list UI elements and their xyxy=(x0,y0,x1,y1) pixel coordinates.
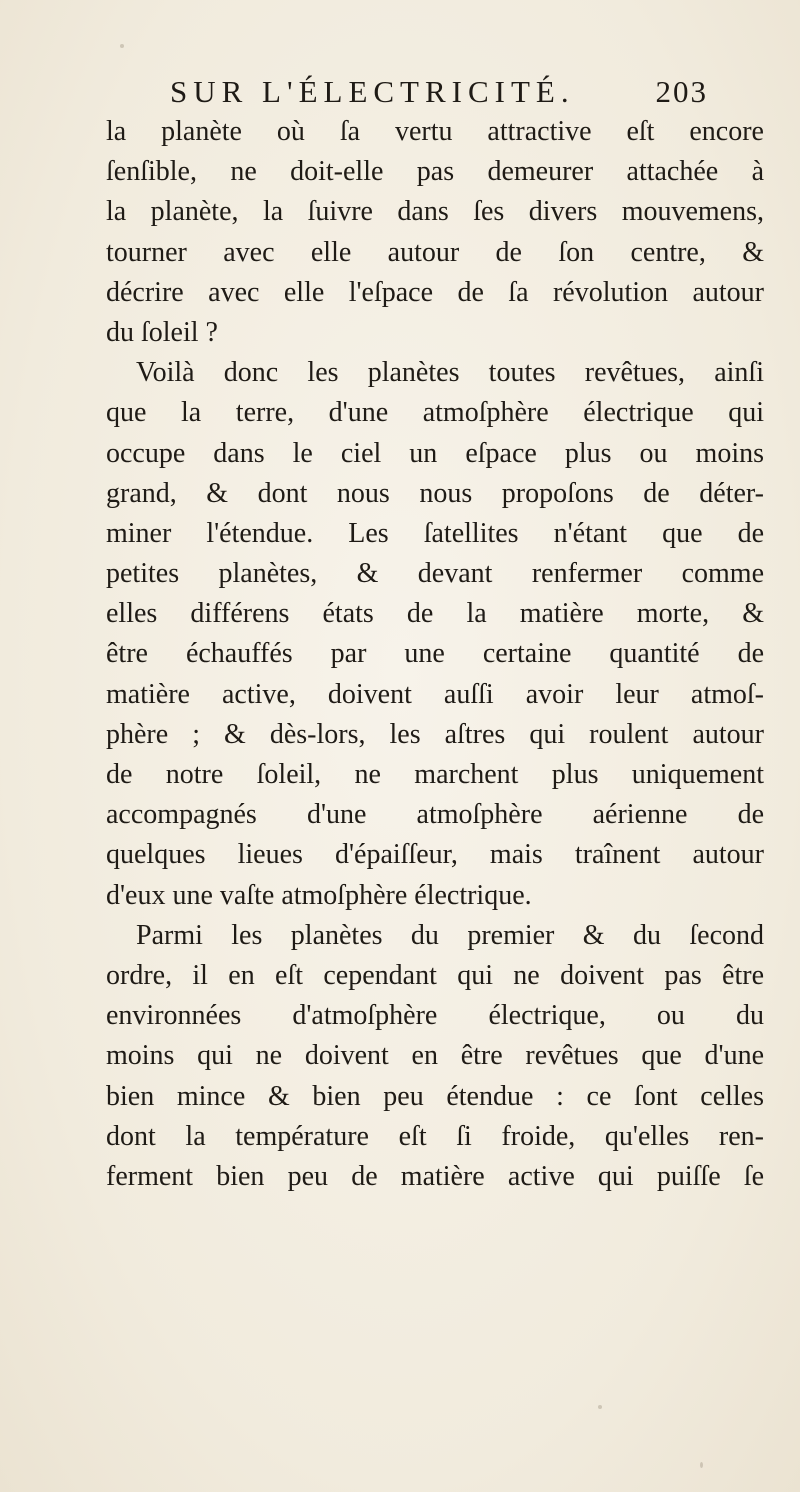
text-line: grand, & dont nous nous propoſons de déter- xyxy=(106,477,764,509)
text-line: moins qui ne doivent en être revêtues que d'une xyxy=(106,1040,764,1072)
text-line: dont la température eſt ſi froide, qu'elles ren- xyxy=(106,1120,764,1152)
text-line: elles différens états de la matière morte, & xyxy=(106,598,764,630)
text-line: phère ; & dès-lors, les aſtres qui roulent autour xyxy=(106,718,764,750)
text-line: décrire avec elle l'eſpace de ſa révolution autour xyxy=(106,276,764,308)
text-line: ſenſible, ne doit-elle pas demeurer attachée à xyxy=(106,156,764,188)
text-line: miner l'étendue. Les ſatellites n'étant que de xyxy=(106,517,764,549)
text-line: la planète, la ſuivre dans ſes divers mouvemens, xyxy=(106,196,764,228)
text-line: tourner avec elle autour de ſon centre, & xyxy=(106,236,764,268)
text-line: ferment bien peu de matière active qui puiſſe ſe xyxy=(106,1160,764,1192)
running-title: SUR L'ÉLECTRICITÉ. xyxy=(170,74,575,109)
text-line: la planète où ſa vertu attractive eſt encore xyxy=(106,116,764,147)
paper-speck xyxy=(598,1405,602,1409)
paper-speck xyxy=(700,1462,703,1468)
text-line: accompagnés d'une atmoſphère aérienne de xyxy=(106,799,764,831)
paper-speck xyxy=(120,44,124,48)
text-line: de notre ſoleil, ne marchent plus uniquement xyxy=(106,759,764,790)
text-line: du ſoleil ? xyxy=(106,316,218,348)
text-line: ordre, il en eſt cependant qui ne doivent pas être xyxy=(106,959,764,991)
text-line: matière active, doivent auſſi avoir leur atmoſ- xyxy=(106,678,764,710)
text-line: d'eux une vaſte atmoſphère électrique. xyxy=(106,879,532,911)
page-number: 203 xyxy=(655,74,708,109)
text-line: quelques lieues d'épaiſſeur, mais traînent autour xyxy=(106,839,764,871)
running-head xyxy=(170,70,730,114)
text-line: environnées d'atmoſphère électrique, ou du xyxy=(106,1000,764,1032)
text-line: occupe dans le ciel un eſpace plus ou moins xyxy=(106,437,764,469)
text-line: Voilà donc les planètes toutes revêtues, ainſi xyxy=(136,357,764,389)
text-line: Parmi les planètes du premier & du ſecond xyxy=(136,919,764,951)
body-text xyxy=(106,112,764,1197)
text-line: que la terre, d'une atmoſphère électrique qui xyxy=(106,397,764,429)
text-line: bien mince & bien peu étendue : ce ſont celles xyxy=(106,1080,764,1112)
text-line: être échauffés par une certaine quantité de xyxy=(106,638,764,670)
text-line: petites planètes, & devant renfermer comme xyxy=(106,558,764,590)
